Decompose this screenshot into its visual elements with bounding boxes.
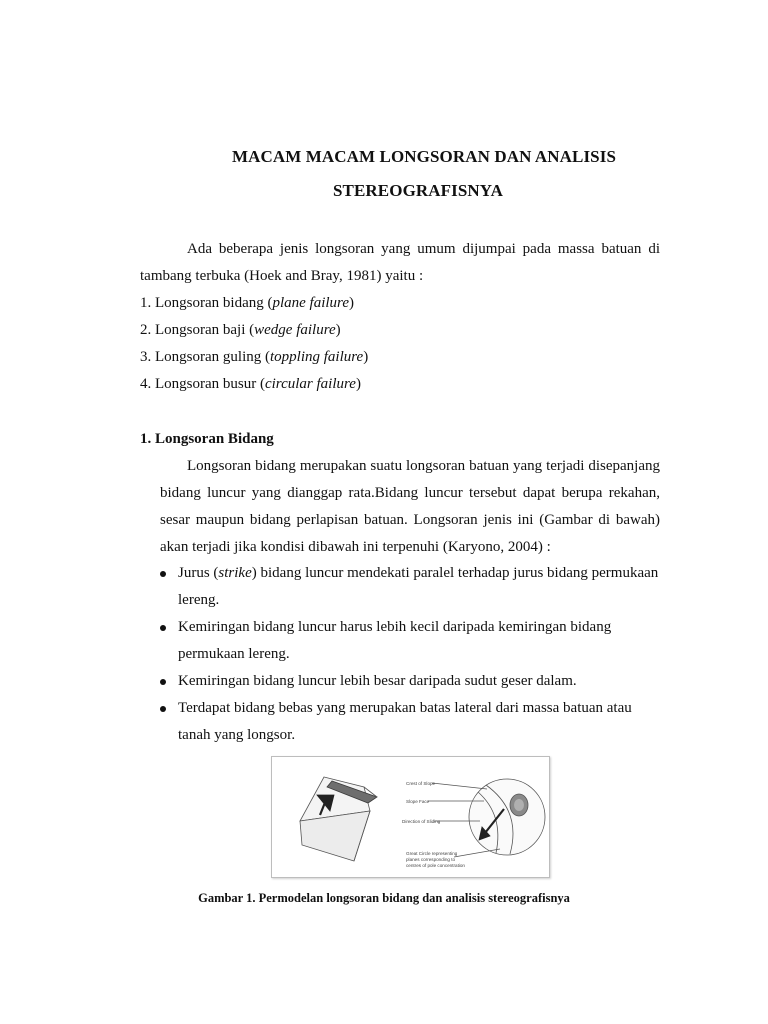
figure-caption: Gambar 1. Permodelan longsoran bidang dan analisis stereografisnya [198, 891, 570, 905]
figure-illustration [272, 757, 549, 877]
condition-text: Kemiringan bidang luncur harus lebih kecil daripada kemiringan bidang [178, 619, 612, 635]
failure-type-prefix: 3. Longsoran guling ( [140, 349, 270, 365]
paragraph-line: bidang luncur yang dianggap rata.Bidang luncur tersebut dapat berupa rekahan, [160, 485, 660, 501]
failure-type-suffix: ) [335, 322, 341, 338]
failure-type-suffix: ) [363, 349, 369, 365]
direction-label: Direction of Sliding [402, 819, 441, 824]
failure-type-english: toppling failure [269, 349, 364, 365]
condition-continuation: tanah yang longsor. [178, 727, 296, 743]
slope-block-diagram [300, 777, 377, 861]
paragraph-line: sesar maupun bidang perlapisan batuan. Longsoran jenis ini (Gambar di bawah) [160, 512, 660, 528]
failure-type-english: plane failure [272, 295, 350, 311]
condition-text: Jurus ( [178, 565, 219, 581]
stereonet-diagram [428, 779, 545, 857]
condition-text: Kemiringan bidang luncur lebih besar daripada sudut geser dalam. [178, 673, 577, 689]
section-heading: 1. Longsoran Bidang [140, 431, 274, 447]
document-title-line-2: STEREOGRAFISNYA [333, 181, 503, 200]
condition-continuation: lereng. [178, 592, 220, 608]
bullet-icon [160, 625, 166, 631]
bullet-icon [160, 571, 166, 577]
failure-type-prefix: 4. Longsoran busur ( [140, 376, 265, 392]
crest-label: Crest of Slope [406, 781, 436, 786]
failure-type-english: wedge failure [254, 322, 336, 338]
bullet-icon [160, 679, 166, 685]
condition-item [178, 564, 658, 583]
great-circle-label-1: Great Circle representing [406, 851, 458, 856]
paragraph-line: akan terjadi jika kondisi dibawah ini terpenuhi (Karyono, 2004) : [160, 539, 551, 555]
intro-line-2: tambang terbuka (Hoek and Bray, 1981) yaitu : [140, 268, 424, 284]
failure-type-item [140, 375, 361, 394]
condition-english-term: strike [218, 565, 252, 581]
great-circle-label-3: centres of pole concentration [406, 863, 465, 868]
document-title-line-1: MACAM MACAM LONGSORAN DAN ANALISIS [231, 147, 616, 166]
condition-text: ) bidang luncur mendekati paralel terhadap jurus bidang permukaan [251, 565, 659, 581]
paragraph-line: Longsoran bidang merupakan suatu longsoran batuan yang terjadi disepanjang [187, 458, 660, 474]
failure-type-item [140, 348, 368, 367]
great-circle-label-2: planes corresponding to [406, 857, 456, 862]
failure-type-suffix: ) [349, 295, 355, 311]
intro-line-1: Ada beberapa jenis longsoran yang umum dijumpai pada massa batuan di [187, 241, 660, 257]
failure-type-item [140, 294, 354, 313]
plane-failure-figure [271, 756, 550, 878]
failure-type-item [140, 321, 341, 340]
failure-type-suffix: ) [355, 376, 361, 392]
failure-type-prefix: 2. Longsoran baji ( [140, 322, 255, 338]
bullet-icon [160, 706, 166, 712]
slope-face-label: Slope Face [406, 799, 430, 804]
condition-text: Terdapat bidang bebas yang merupakan batas lateral dari massa batuan atau [178, 700, 632, 716]
failure-type-prefix: 1. Longsoran bidang ( [140, 295, 273, 311]
failure-type-english: circular failure [264, 376, 356, 392]
condition-continuation: permukaan lereng. [178, 646, 290, 662]
